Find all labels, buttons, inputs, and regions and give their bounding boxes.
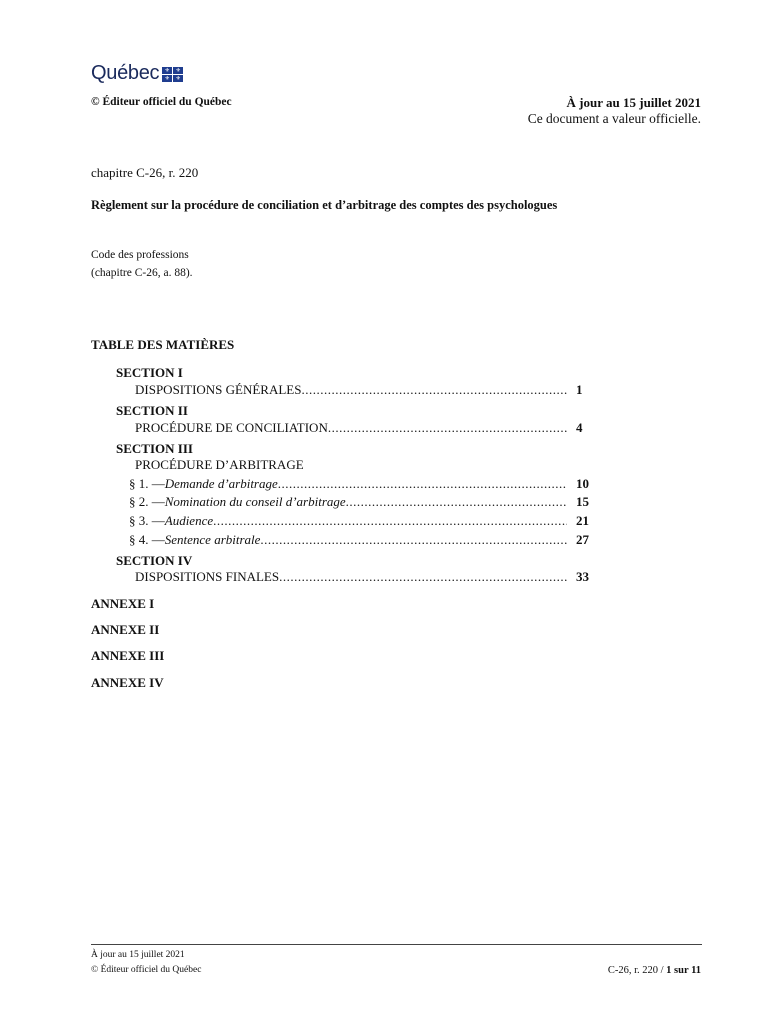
toc-annex[interactable]: ANNEXE II bbox=[91, 622, 160, 637]
toc-entry[interactable] bbox=[135, 420, 567, 436]
toc-subentry-label: Audience bbox=[164, 513, 214, 528]
toc-entry[interactable] bbox=[135, 569, 567, 585]
toc-section-heading[interactable]: SECTION I bbox=[116, 365, 183, 380]
toc-leader bbox=[278, 476, 567, 492]
toc-title: TABLE DES MATIÈRES bbox=[91, 337, 235, 352]
toc-section-heading[interactable]: SECTION III bbox=[116, 441, 193, 456]
chapter-reference: chapitre C-26, r. 220 bbox=[91, 165, 199, 180]
fleur-de-lis-icon: ⚜ bbox=[173, 75, 183, 82]
toc-page-number: 27 bbox=[576, 532, 589, 547]
update-date: À jour au 15 juillet 2021 bbox=[566, 95, 701, 110]
quebec-flag-icon bbox=[162, 67, 183, 82]
toc-subentry-prefix: § 3. — bbox=[129, 513, 165, 528]
toc-subentry-label: Nomination du conseil d’arbitrage bbox=[164, 494, 346, 509]
footer-page-reference bbox=[608, 965, 701, 976]
toc-leader bbox=[213, 513, 567, 529]
footer-publisher: © Éditeur officiel du Québec bbox=[91, 965, 202, 975]
toc-leader bbox=[328, 420, 567, 436]
fleur-de-lis-icon: ⚜ bbox=[173, 67, 183, 74]
toc-page-number: 21 bbox=[576, 513, 589, 528]
footer-divider bbox=[91, 944, 702, 945]
toc-subentry-prefix: § 2. — bbox=[129, 494, 165, 509]
toc-entry-label: PROCÉDURE D’ARBITRAGE bbox=[135, 457, 304, 472]
toc-leader bbox=[279, 569, 567, 585]
regulation-title: Règlement sur la procédure de conciliation et d’arbitrage des comptes des psychologues bbox=[91, 198, 558, 212]
official-note: Ce document a valeur officielle. bbox=[527, 111, 701, 126]
publisher: © Éditeur officiel du Québec bbox=[91, 96, 232, 108]
toc-section-heading[interactable]: SECTION IV bbox=[116, 553, 193, 568]
authority-line: (chapitre C-26, a. 88). bbox=[91, 267, 193, 279]
toc-entry[interactable] bbox=[135, 457, 567, 473]
toc-page-number: 15 bbox=[576, 494, 589, 509]
toc-leader bbox=[346, 494, 567, 510]
quebec-logo bbox=[91, 62, 183, 85]
toc-entry-label: DISPOSITIONS FINALES bbox=[135, 569, 280, 584]
logo-wordmark: Québec bbox=[91, 62, 160, 84]
toc-section-heading[interactable]: SECTION II bbox=[116, 403, 188, 418]
toc-entry-label: PROCÉDURE DE CONCILIATION bbox=[135, 420, 328, 435]
toc-subentry[interactable] bbox=[129, 532, 567, 548]
toc-subentry[interactable] bbox=[129, 494, 567, 510]
toc-entry-label: DISPOSITIONS GÉNÉRALES bbox=[135, 382, 302, 397]
toc-leader bbox=[260, 532, 567, 548]
toc-annex[interactable]: ANNEXE IV bbox=[91, 675, 164, 690]
toc-entry[interactable] bbox=[135, 382, 567, 398]
toc-subentry-prefix: § 4. — bbox=[129, 532, 165, 547]
fleur-de-lis-icon: ⚜ bbox=[162, 75, 172, 82]
footer-date: À jour au 15 juillet 2021 bbox=[91, 950, 185, 960]
toc-subentry-label: Sentence arbitrale bbox=[164, 532, 261, 547]
fleur-de-lis-icon: ⚜ bbox=[162, 67, 172, 74]
toc-annex[interactable]: ANNEXE III bbox=[91, 648, 165, 663]
authority-line: Code des professions bbox=[91, 249, 189, 261]
toc-subentry[interactable] bbox=[129, 513, 567, 529]
toc-annex[interactable]: ANNEXE I bbox=[91, 596, 155, 611]
footer-chapter-ref: C-26, r. 220 / bbox=[607, 965, 667, 976]
toc-subentry-prefix: § 1. — bbox=[129, 476, 165, 491]
page-indicator: 1 sur 11 bbox=[666, 965, 701, 976]
toc-page-number: 33 bbox=[576, 569, 589, 584]
toc-page-number: 1 bbox=[576, 382, 583, 397]
toc-subentry-label: Demande d’arbitrage bbox=[164, 476, 278, 491]
toc-subentry[interactable] bbox=[129, 476, 567, 492]
toc-page-number: 4 bbox=[576, 420, 583, 435]
toc-leader bbox=[301, 382, 567, 398]
toc-page-number: 10 bbox=[576, 476, 589, 491]
